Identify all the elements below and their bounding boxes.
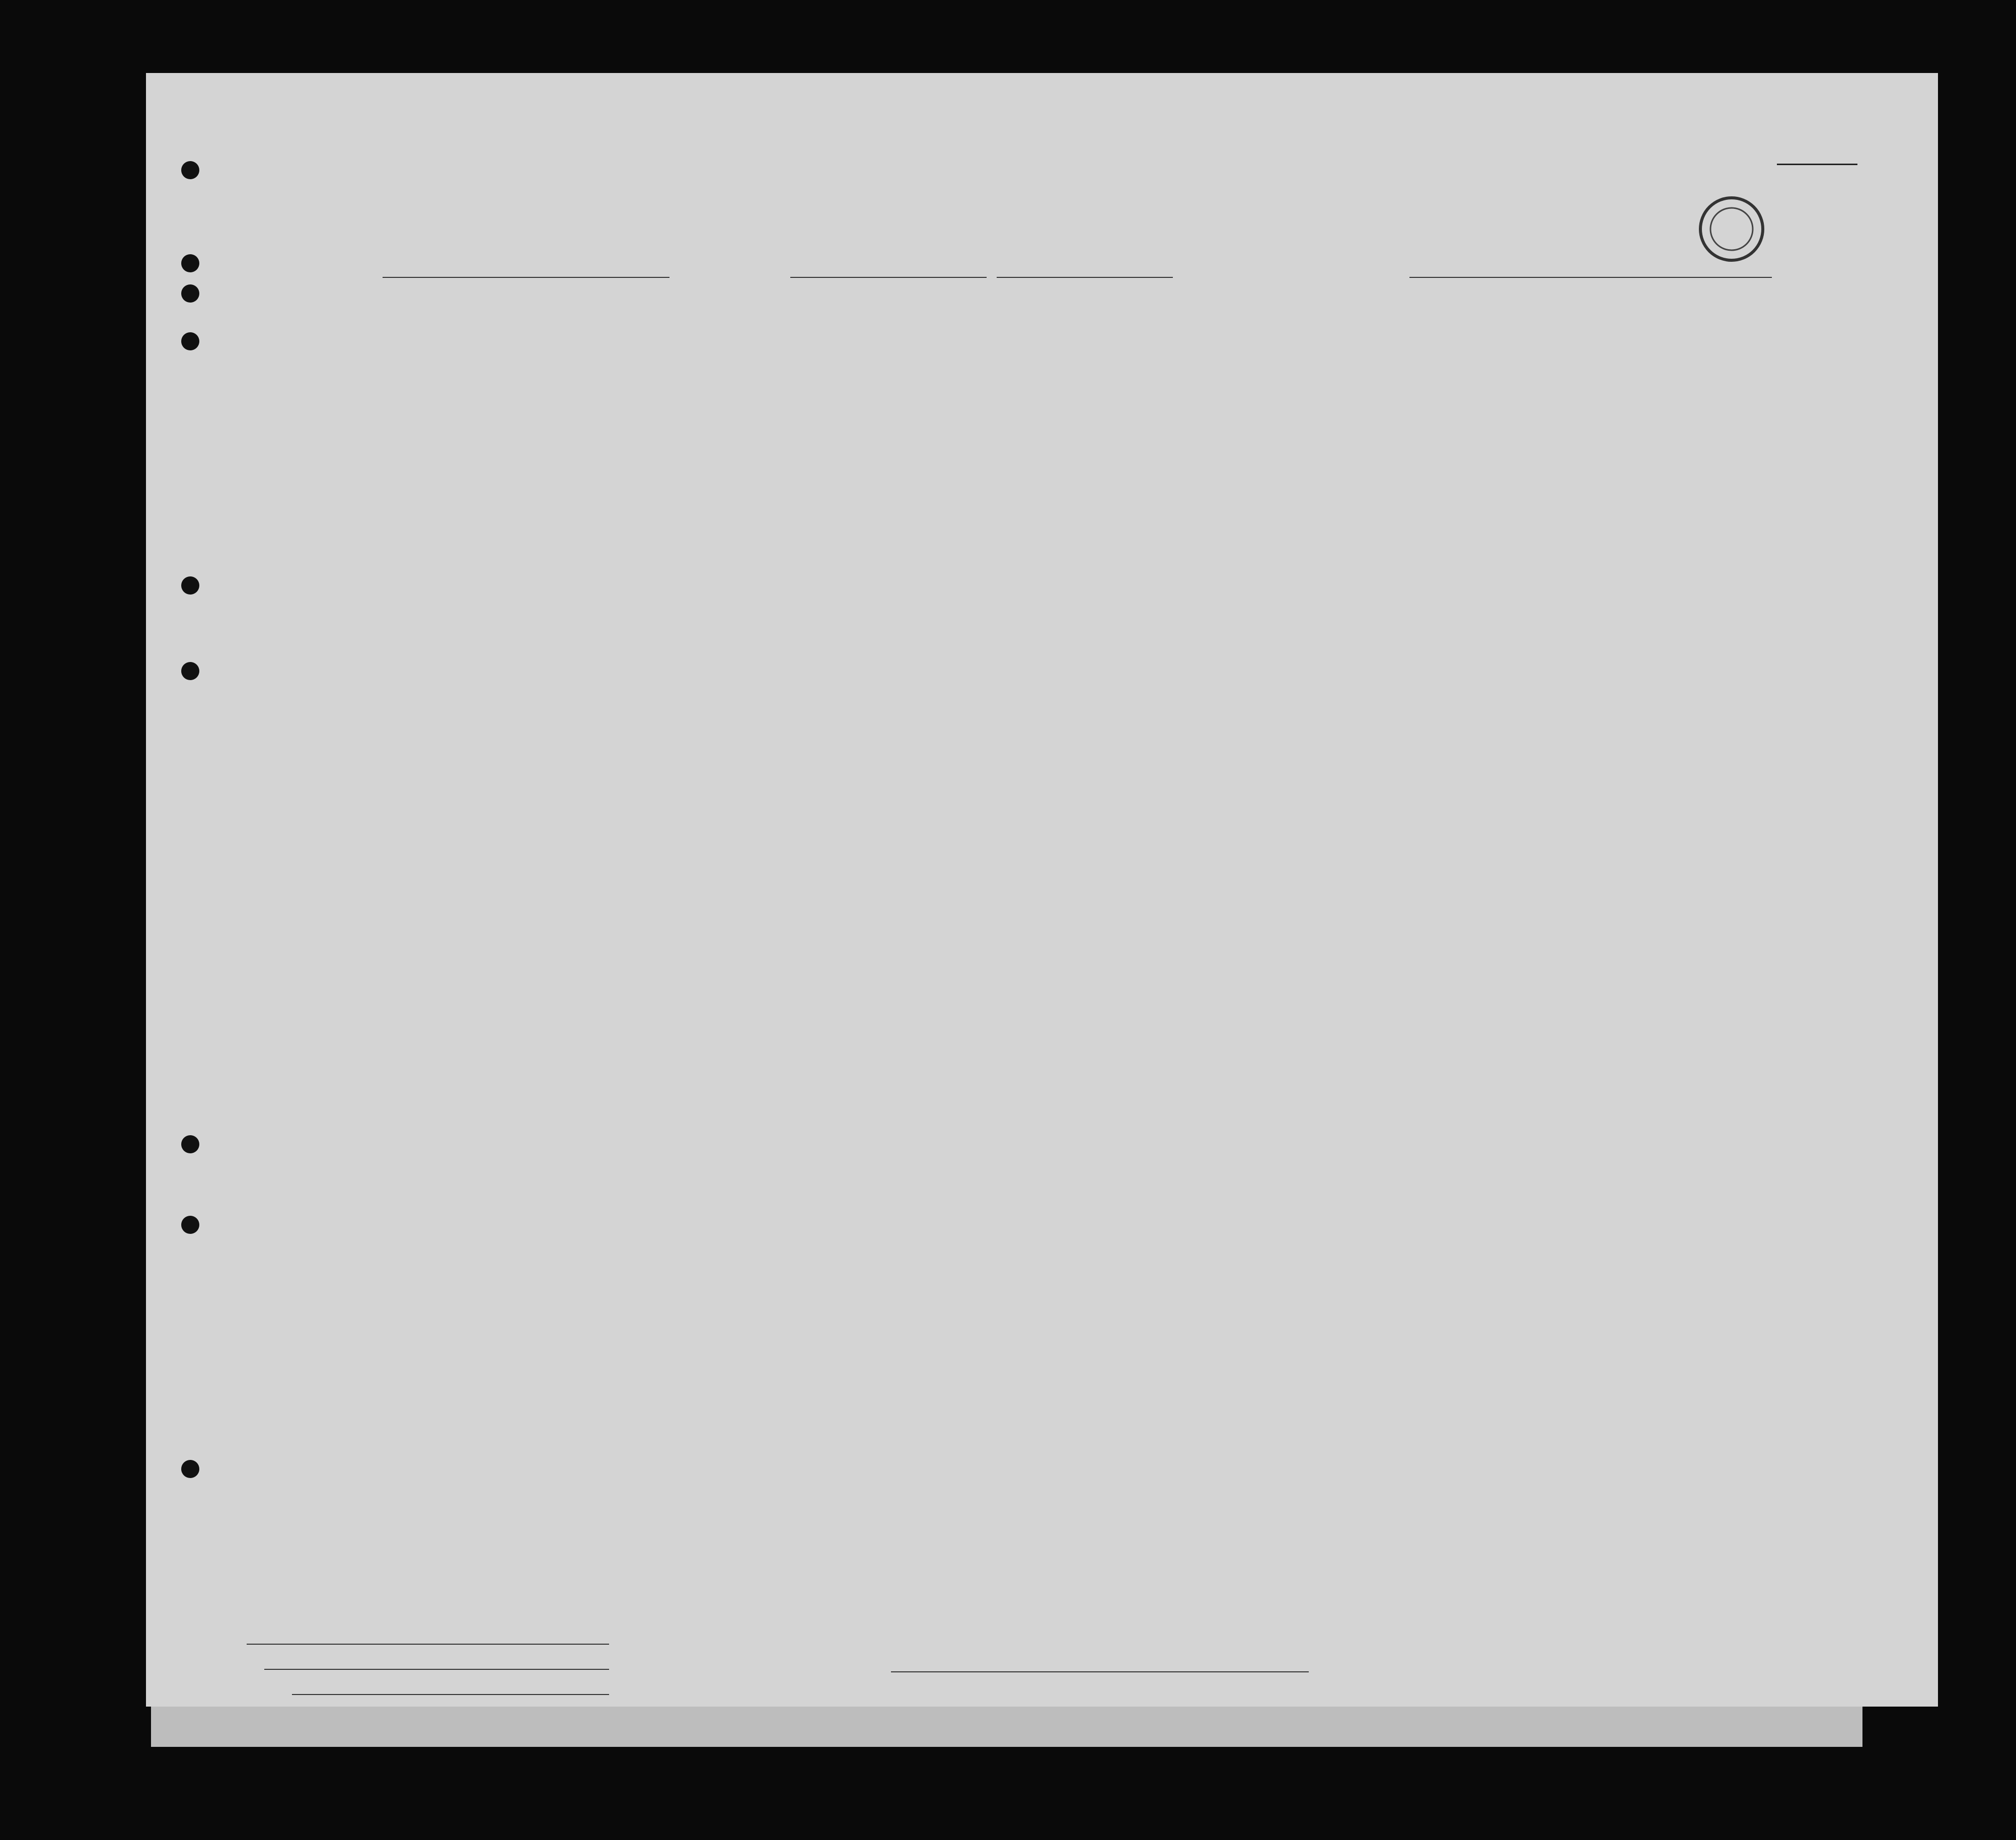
agents-underline xyxy=(292,1694,609,1695)
table-grid xyxy=(146,73,1938,1707)
manifest-sheet xyxy=(146,73,1938,1707)
line-underline xyxy=(247,1644,609,1645)
underlying-sheet-edge xyxy=(151,1707,1862,1747)
owners-underline xyxy=(264,1669,609,1670)
signature-underline xyxy=(891,1671,1309,1672)
